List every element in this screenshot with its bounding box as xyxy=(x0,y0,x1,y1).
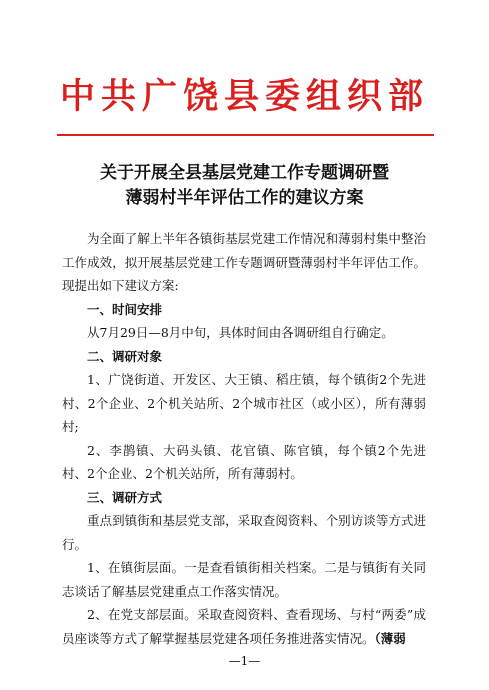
document-title-line-1: 关于开展全县基层党建工作专题调研暨 xyxy=(100,163,389,183)
header-red-rule xyxy=(57,134,434,136)
page-number: —1— xyxy=(228,654,261,668)
section-heading-methods: 三、调研方式 xyxy=(87,489,163,505)
section-heading-schedule: 一、时间安排 xyxy=(87,301,163,317)
targets-item-2: 2、李鹊镇、大码头镇、花官镇、陈官镇，每个镇2个先进村、2个企业、2个机关站所，所有薄弱村。 xyxy=(62,442,426,481)
section-text-schedule: 从7月29日—8月中旬，具体时间由各调研组自行确定。 xyxy=(87,325,394,340)
document-body xyxy=(62,227,426,650)
document-title-line-2: 薄弱村半年评估工作的建议方案 xyxy=(125,188,364,208)
intro-paragraph: 为全面了解上半年各镇街基层党建工作情况和薄弱村集中整治工作成效，拟开展基层党建工作专题调研暨薄弱村半年评估工作。现提出如下建议方案: xyxy=(62,231,426,293)
org-header: 中共广饶县委组织部 xyxy=(59,76,429,117)
document-title xyxy=(0,161,489,211)
targets-item-1: 1、广饶街道、开发区、大王镇、稻庄镇，每个镇街2个先进村、2个企业、2个机关站所、2个城市社区（或小区），所有薄弱村; xyxy=(62,372,426,434)
methods-item-1: 1、在镇街层面。一是查看镇街相关档案。二是与镇街有关同志谈话了解基层党建重点工作落实情况。 xyxy=(62,560,426,599)
methods-item-2-tail: （薄弱 xyxy=(374,630,406,646)
methods-item-2 xyxy=(62,603,426,650)
methods-item-2-text: 2、在党支部层面。采取查阅资料、查看现场、与村“两委”成员座谈等方式了解掌握基层党建各项任务推进落实情况。 xyxy=(62,607,426,646)
section-heading-targets: 二、调研对象 xyxy=(87,348,163,364)
methods-text: 重点到镇街和基层党支部，采取查阅资料、个别访谈等方式进行。 xyxy=(62,513,426,552)
